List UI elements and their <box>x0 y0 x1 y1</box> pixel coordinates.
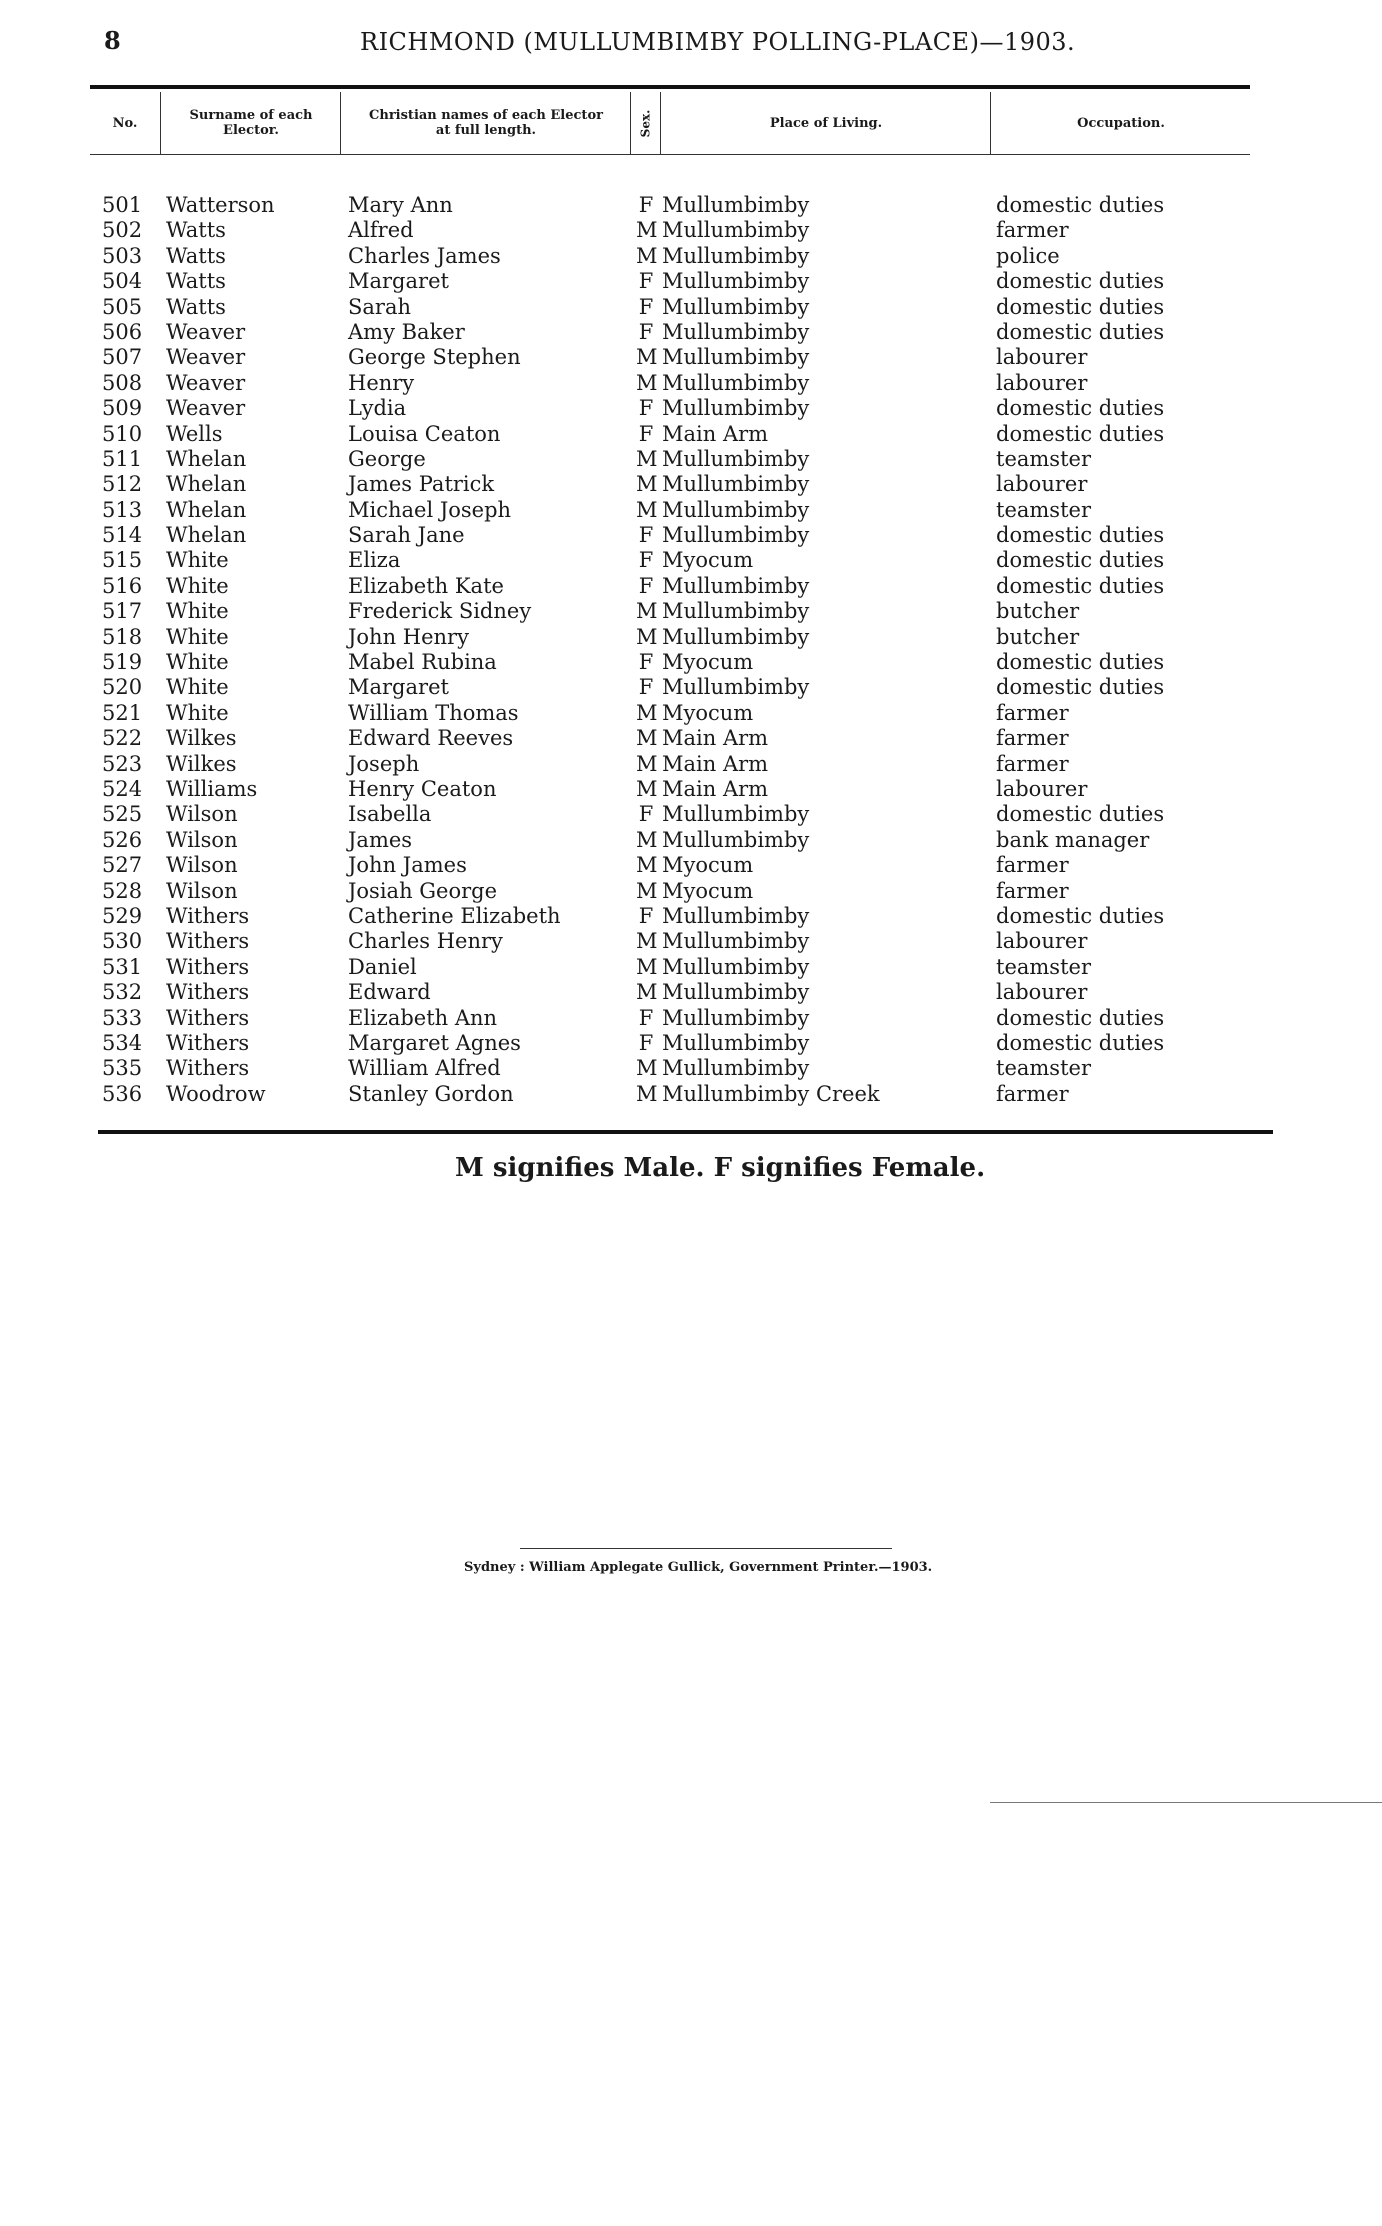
table-row <box>0 955 1382 980</box>
elector-place: Main Arm <box>662 751 769 776</box>
top-rule <box>90 85 1250 89</box>
elector-number: 521 <box>102 700 143 725</box>
elector-number: 525 <box>102 802 143 827</box>
elector-christian-names: Sarah Jane <box>348 523 465 548</box>
elector-place: Mullumbimby <box>662 345 810 370</box>
elector-christian-names: Margaret Agnes <box>348 1030 521 1055</box>
elector-christian-names: Sarah <box>348 294 411 319</box>
elector-sex: M <box>636 700 658 725</box>
elector-place: Mullumbimby <box>662 624 810 649</box>
elector-list <box>0 193 1382 1107</box>
elector-sex: M <box>636 751 658 776</box>
elector-christian-names: Michael Joseph <box>348 497 512 522</box>
elector-sex: F <box>638 523 654 548</box>
elector-christian-names: William Thomas <box>348 700 519 725</box>
table-row <box>0 345 1382 370</box>
elector-christian-names: Daniel <box>348 954 417 979</box>
table-row <box>0 218 1382 243</box>
elector-surname: Weaver <box>166 319 246 344</box>
elector-sex: M <box>636 776 658 801</box>
elector-occupation: labourer <box>996 370 1088 395</box>
elector-occupation: farmer <box>996 853 1069 878</box>
elector-christian-names: Alfred <box>348 218 414 243</box>
elector-surname: Wilkes <box>166 751 237 776</box>
table-row <box>0 1082 1382 1107</box>
elector-place: Mullumbimby <box>662 980 810 1005</box>
elector-sex: M <box>636 345 658 370</box>
imprint-rule <box>520 1548 892 1549</box>
elector-occupation: domestic duties <box>996 523 1165 548</box>
elector-sex: F <box>638 421 654 446</box>
page-title: RICHMOND (MULLUMBIMBY POLLING-PLACE)—1903. <box>360 28 1076 56</box>
elector-place: Mullumbimby <box>662 903 810 928</box>
table-row <box>0 447 1382 472</box>
sex-legend: M signifies Male. F signifies Female. <box>455 1153 986 1183</box>
table-row <box>0 472 1382 497</box>
elector-number: 532 <box>102 980 143 1005</box>
table-row <box>0 904 1382 929</box>
elector-surname: Wells <box>166 421 223 446</box>
elector-sex: M <box>636 980 658 1005</box>
elector-surname: Wilson <box>166 853 238 878</box>
elector-surname: Wilson <box>166 878 238 903</box>
table-row <box>0 193 1382 218</box>
elector-occupation: domestic duties <box>996 675 1165 700</box>
elector-surname: White <box>166 700 229 725</box>
table-row <box>0 980 1382 1005</box>
page-number: 8 <box>104 26 121 55</box>
elector-place: Mullumbimby <box>662 218 810 243</box>
elector-occupation: teamster <box>996 1056 1091 1081</box>
table-row <box>0 396 1382 421</box>
elector-surname: Watterson <box>166 193 275 217</box>
elector-place: Mullumbimby <box>662 573 810 598</box>
elector-surname: Weaver <box>166 370 246 395</box>
elector-occupation: domestic duties <box>996 294 1165 319</box>
elector-occupation: domestic duties <box>996 421 1165 446</box>
elector-occupation: domestic duties <box>996 573 1165 598</box>
table-row <box>0 929 1382 954</box>
elector-christian-names: James <box>348 827 413 852</box>
column-header-christian-names: Christian names of each Elector at full length. <box>340 92 631 154</box>
elector-place: Mullumbimby <box>662 446 810 471</box>
table-row <box>0 269 1382 294</box>
elector-place: Mullumbimby <box>662 599 810 624</box>
elector-surname: Weaver <box>166 396 246 421</box>
elector-sex: F <box>638 294 654 319</box>
elector-christian-names: James Patrick <box>348 472 495 497</box>
elector-christian-names: John James <box>348 853 467 878</box>
elector-occupation: domestic duties <box>996 319 1165 344</box>
elector-place: Myocum <box>662 548 754 573</box>
table-row <box>0 802 1382 827</box>
elector-occupation: labourer <box>996 980 1088 1005</box>
elector-christian-names: Charles Henry <box>348 929 503 954</box>
table-row <box>0 1006 1382 1031</box>
elector-sex: F <box>638 269 654 294</box>
elector-sex: F <box>638 193 654 217</box>
elector-number: 534 <box>102 1030 143 1055</box>
elector-number: 529 <box>102 903 143 928</box>
elector-surname: Withers <box>166 954 250 979</box>
table-row <box>0 726 1382 751</box>
elector-place: Mullumbimby <box>662 1030 810 1055</box>
table-row <box>0 1056 1382 1081</box>
column-header-no: No. <box>112 115 138 131</box>
table-row <box>0 1031 1382 1056</box>
elector-number: 517 <box>102 599 143 624</box>
elector-sex: F <box>638 396 654 421</box>
elector-number: 528 <box>102 878 143 903</box>
elector-sex: M <box>636 1056 658 1081</box>
elector-number: 536 <box>102 1081 143 1106</box>
table-row <box>0 574 1382 599</box>
elector-place: Mullumbimby <box>662 243 810 268</box>
table-row <box>0 371 1382 396</box>
elector-surname: Withers <box>166 903 250 928</box>
column-header-place: Place of Living. <box>660 92 991 154</box>
elector-sex: M <box>636 954 658 979</box>
elector-number: 506 <box>102 319 143 344</box>
elector-surname: White <box>166 548 229 573</box>
elector-occupation: farmer <box>996 218 1069 243</box>
table-row <box>0 523 1382 548</box>
elector-sex: F <box>638 548 654 573</box>
elector-occupation: butcher <box>996 599 1080 624</box>
elector-place: Mullumbimby <box>662 319 810 344</box>
elector-christian-names: Mary Ann <box>348 193 453 217</box>
elector-occupation: labourer <box>996 776 1088 801</box>
elector-place: Mullumbimby <box>662 802 810 827</box>
elector-sex: M <box>636 1081 658 1106</box>
elector-surname: Watts <box>166 294 226 319</box>
elector-occupation: butcher <box>996 624 1080 649</box>
elector-occupation: farmer <box>996 1081 1069 1106</box>
table-row <box>0 498 1382 523</box>
elector-occupation: labourer <box>996 345 1088 370</box>
elector-number: 518 <box>102 624 143 649</box>
elector-number: 516 <box>102 573 143 598</box>
elector-occupation: domestic duties <box>996 396 1165 421</box>
elector-number: 523 <box>102 751 143 776</box>
elector-place: Mullumbimby <box>662 396 810 421</box>
elector-place: Mullumbimby <box>662 370 810 395</box>
elector-surname: Wilson <box>166 802 238 827</box>
elector-surname: White <box>166 573 229 598</box>
elector-place: Mullumbimby <box>662 269 810 294</box>
elector-sex: M <box>636 370 658 395</box>
elector-sex: M <box>636 497 658 522</box>
elector-christian-names: Isabella <box>348 802 432 827</box>
elector-place: Mullumbimby <box>662 827 810 852</box>
elector-sex: M <box>636 446 658 471</box>
elector-occupation: farmer <box>996 878 1069 903</box>
elector-place: Mullumbimby <box>662 523 810 548</box>
elector-occupation: bank manager <box>996 827 1150 852</box>
elector-surname: White <box>166 624 229 649</box>
elector-sex: M <box>636 472 658 497</box>
elector-surname: Whelan <box>166 472 247 497</box>
elector-christian-names: Louisa Ceaton <box>348 421 501 446</box>
column-header-surname: Surname of each Elector. <box>160 92 341 154</box>
elector-christian-names: Frederick Sidney <box>348 599 532 624</box>
elector-number: 515 <box>102 548 143 573</box>
elector-number: 535 <box>102 1056 143 1081</box>
elector-place: Mullumbimby <box>662 954 810 979</box>
elector-surname: Weaver <box>166 345 246 370</box>
printer-imprint: Sydney : William Applegate Gullick, Government Printer.—1903. <box>464 1560 933 1575</box>
table-row <box>0 879 1382 904</box>
elector-surname: Withers <box>166 1030 250 1055</box>
elector-christian-names: Charles James <box>348 243 501 268</box>
elector-place: Main Arm <box>662 776 769 801</box>
elector-christian-names: Lydia <box>348 396 407 421</box>
elector-sex: M <box>636 827 658 852</box>
elector-surname: Wilkes <box>166 726 237 751</box>
elector-number: 510 <box>102 421 143 446</box>
elector-number: 514 <box>102 523 143 548</box>
elector-occupation: domestic duties <box>996 193 1165 217</box>
table-header <box>90 92 1250 155</box>
elector-number: 509 <box>102 396 143 421</box>
elector-christian-names: Edward Reeves <box>348 726 514 751</box>
elector-number: 505 <box>102 294 143 319</box>
elector-sex: F <box>638 319 654 344</box>
elector-place: Mullumbimby <box>662 675 810 700</box>
margin-rule <box>990 1802 1382 1803</box>
elector-occupation: farmer <box>996 700 1069 725</box>
elector-christian-names: Mabel Rubina <box>348 650 497 675</box>
elector-sex: M <box>636 624 658 649</box>
elector-christian-names: Henry Ceaton <box>348 776 497 801</box>
elector-occupation: domestic duties <box>996 269 1165 294</box>
elector-place: Mullumbimby <box>662 193 810 217</box>
elector-surname: Williams <box>166 776 258 801</box>
elector-number: 519 <box>102 650 143 675</box>
column-header-sex <box>630 92 661 154</box>
table-row <box>0 777 1382 802</box>
elector-number: 508 <box>102 370 143 395</box>
elector-occupation: domestic duties <box>996 548 1165 573</box>
elector-christian-names: Elizabeth Ann <box>348 1005 498 1030</box>
elector-occupation: labourer <box>996 929 1088 954</box>
elector-occupation: domestic duties <box>996 802 1165 827</box>
elector-occupation: police <box>996 243 1060 268</box>
elector-occupation: farmer <box>996 751 1069 776</box>
elector-number: 501 <box>102 193 143 217</box>
elector-number: 513 <box>102 497 143 522</box>
column-header-sex-label: Sex. <box>638 109 653 137</box>
elector-christian-names: Stanley Gordon <box>348 1081 514 1106</box>
elector-sex: F <box>638 1030 654 1055</box>
elector-place: Mullumbimby <box>662 1056 810 1081</box>
elector-sex: M <box>636 599 658 624</box>
bottom-rule <box>98 1130 1273 1134</box>
elector-christian-names: George <box>348 446 426 471</box>
elector-place: Mullumbimby <box>662 294 810 319</box>
elector-place: Mullumbimby Creek <box>662 1081 880 1106</box>
elector-sex: M <box>636 929 658 954</box>
table-row <box>0 853 1382 878</box>
elector-christian-names: John Henry <box>348 624 469 649</box>
table-row <box>0 422 1382 447</box>
elector-surname: Whelan <box>166 523 247 548</box>
column-header-occupation: Occupation. <box>990 92 1251 154</box>
table-row <box>0 548 1382 573</box>
elector-sex: M <box>636 218 658 243</box>
elector-surname: Withers <box>166 980 250 1005</box>
elector-occupation: domestic duties <box>996 1005 1165 1030</box>
elector-christian-names: George Stephen <box>348 345 521 370</box>
table-row <box>0 675 1382 700</box>
elector-sex: F <box>638 802 654 827</box>
elector-christian-names: Margaret <box>348 269 449 294</box>
elector-christian-names: Edward <box>348 980 431 1005</box>
table-row <box>0 295 1382 320</box>
elector-place: Mullumbimby <box>662 497 810 522</box>
elector-place: Mullumbimby <box>662 929 810 954</box>
elector-place: Myocum <box>662 878 754 903</box>
elector-sex: M <box>636 726 658 751</box>
elector-number: 520 <box>102 675 143 700</box>
elector-christian-names: Margaret <box>348 675 449 700</box>
elector-surname: Withers <box>166 1056 250 1081</box>
elector-surname: Whelan <box>166 497 247 522</box>
elector-number: 507 <box>102 345 143 370</box>
table-row <box>0 701 1382 726</box>
elector-surname: White <box>166 650 229 675</box>
elector-occupation: domestic duties <box>996 1030 1165 1055</box>
elector-sex: F <box>638 650 654 675</box>
table-row <box>0 828 1382 853</box>
elector-number: 502 <box>102 218 143 243</box>
elector-place: Myocum <box>662 650 754 675</box>
elector-place: Mullumbimby <box>662 472 810 497</box>
elector-surname: Watts <box>166 243 226 268</box>
elector-christian-names: Amy Baker <box>348 319 465 344</box>
elector-number: 504 <box>102 269 143 294</box>
table-row <box>0 625 1382 650</box>
elector-surname: Whelan <box>166 446 247 471</box>
elector-number: 522 <box>102 726 143 751</box>
elector-place: Mullumbimby <box>662 1005 810 1030</box>
elector-surname: White <box>166 599 229 624</box>
elector-place: Myocum <box>662 700 754 725</box>
elector-christian-names: Joseph <box>348 751 420 776</box>
elector-sex: F <box>638 573 654 598</box>
elector-number: 533 <box>102 1005 143 1030</box>
elector-christian-names: Eliza <box>348 548 401 573</box>
elector-occupation: farmer <box>996 726 1069 751</box>
table-row <box>0 244 1382 269</box>
elector-place: Main Arm <box>662 726 769 751</box>
elector-number: 503 <box>102 243 143 268</box>
elector-number: 527 <box>102 853 143 878</box>
elector-surname: Watts <box>166 218 226 243</box>
elector-surname: Withers <box>166 929 250 954</box>
table-row <box>0 599 1382 624</box>
table-row <box>0 752 1382 777</box>
elector-sex: M <box>636 853 658 878</box>
elector-number: 512 <box>102 472 143 497</box>
elector-number: 524 <box>102 776 143 801</box>
elector-occupation: domestic duties <box>996 650 1165 675</box>
elector-sex: F <box>638 1005 654 1030</box>
table-row <box>0 650 1382 675</box>
elector-occupation: teamster <box>996 497 1091 522</box>
elector-number: 511 <box>102 446 143 471</box>
elector-number: 526 <box>102 827 143 852</box>
elector-surname: Watts <box>166 269 226 294</box>
elector-christian-names: William Alfred <box>348 1056 501 1081</box>
elector-surname: Withers <box>166 1005 250 1030</box>
elector-surname: Woodrow <box>166 1081 266 1106</box>
elector-occupation: teamster <box>996 954 1091 979</box>
elector-place: Myocum <box>662 853 754 878</box>
elector-christian-names: Elizabeth Kate <box>348 573 504 598</box>
elector-sex: M <box>636 878 658 903</box>
elector-sex: F <box>638 675 654 700</box>
elector-sex: F <box>638 903 654 928</box>
elector-sex: M <box>636 243 658 268</box>
elector-surname: White <box>166 675 229 700</box>
elector-occupation: labourer <box>996 472 1088 497</box>
elector-christian-names: Henry <box>348 370 415 395</box>
elector-occupation: teamster <box>996 446 1091 471</box>
elector-number: 530 <box>102 929 143 954</box>
elector-number: 531 <box>102 954 143 979</box>
elector-surname: Wilson <box>166 827 238 852</box>
elector-occupation: domestic duties <box>996 903 1165 928</box>
elector-christian-names: Josiah George <box>348 878 498 903</box>
elector-place: Main Arm <box>662 421 769 446</box>
elector-christian-names: Catherine Elizabeth <box>348 903 561 928</box>
table-row <box>0 320 1382 345</box>
